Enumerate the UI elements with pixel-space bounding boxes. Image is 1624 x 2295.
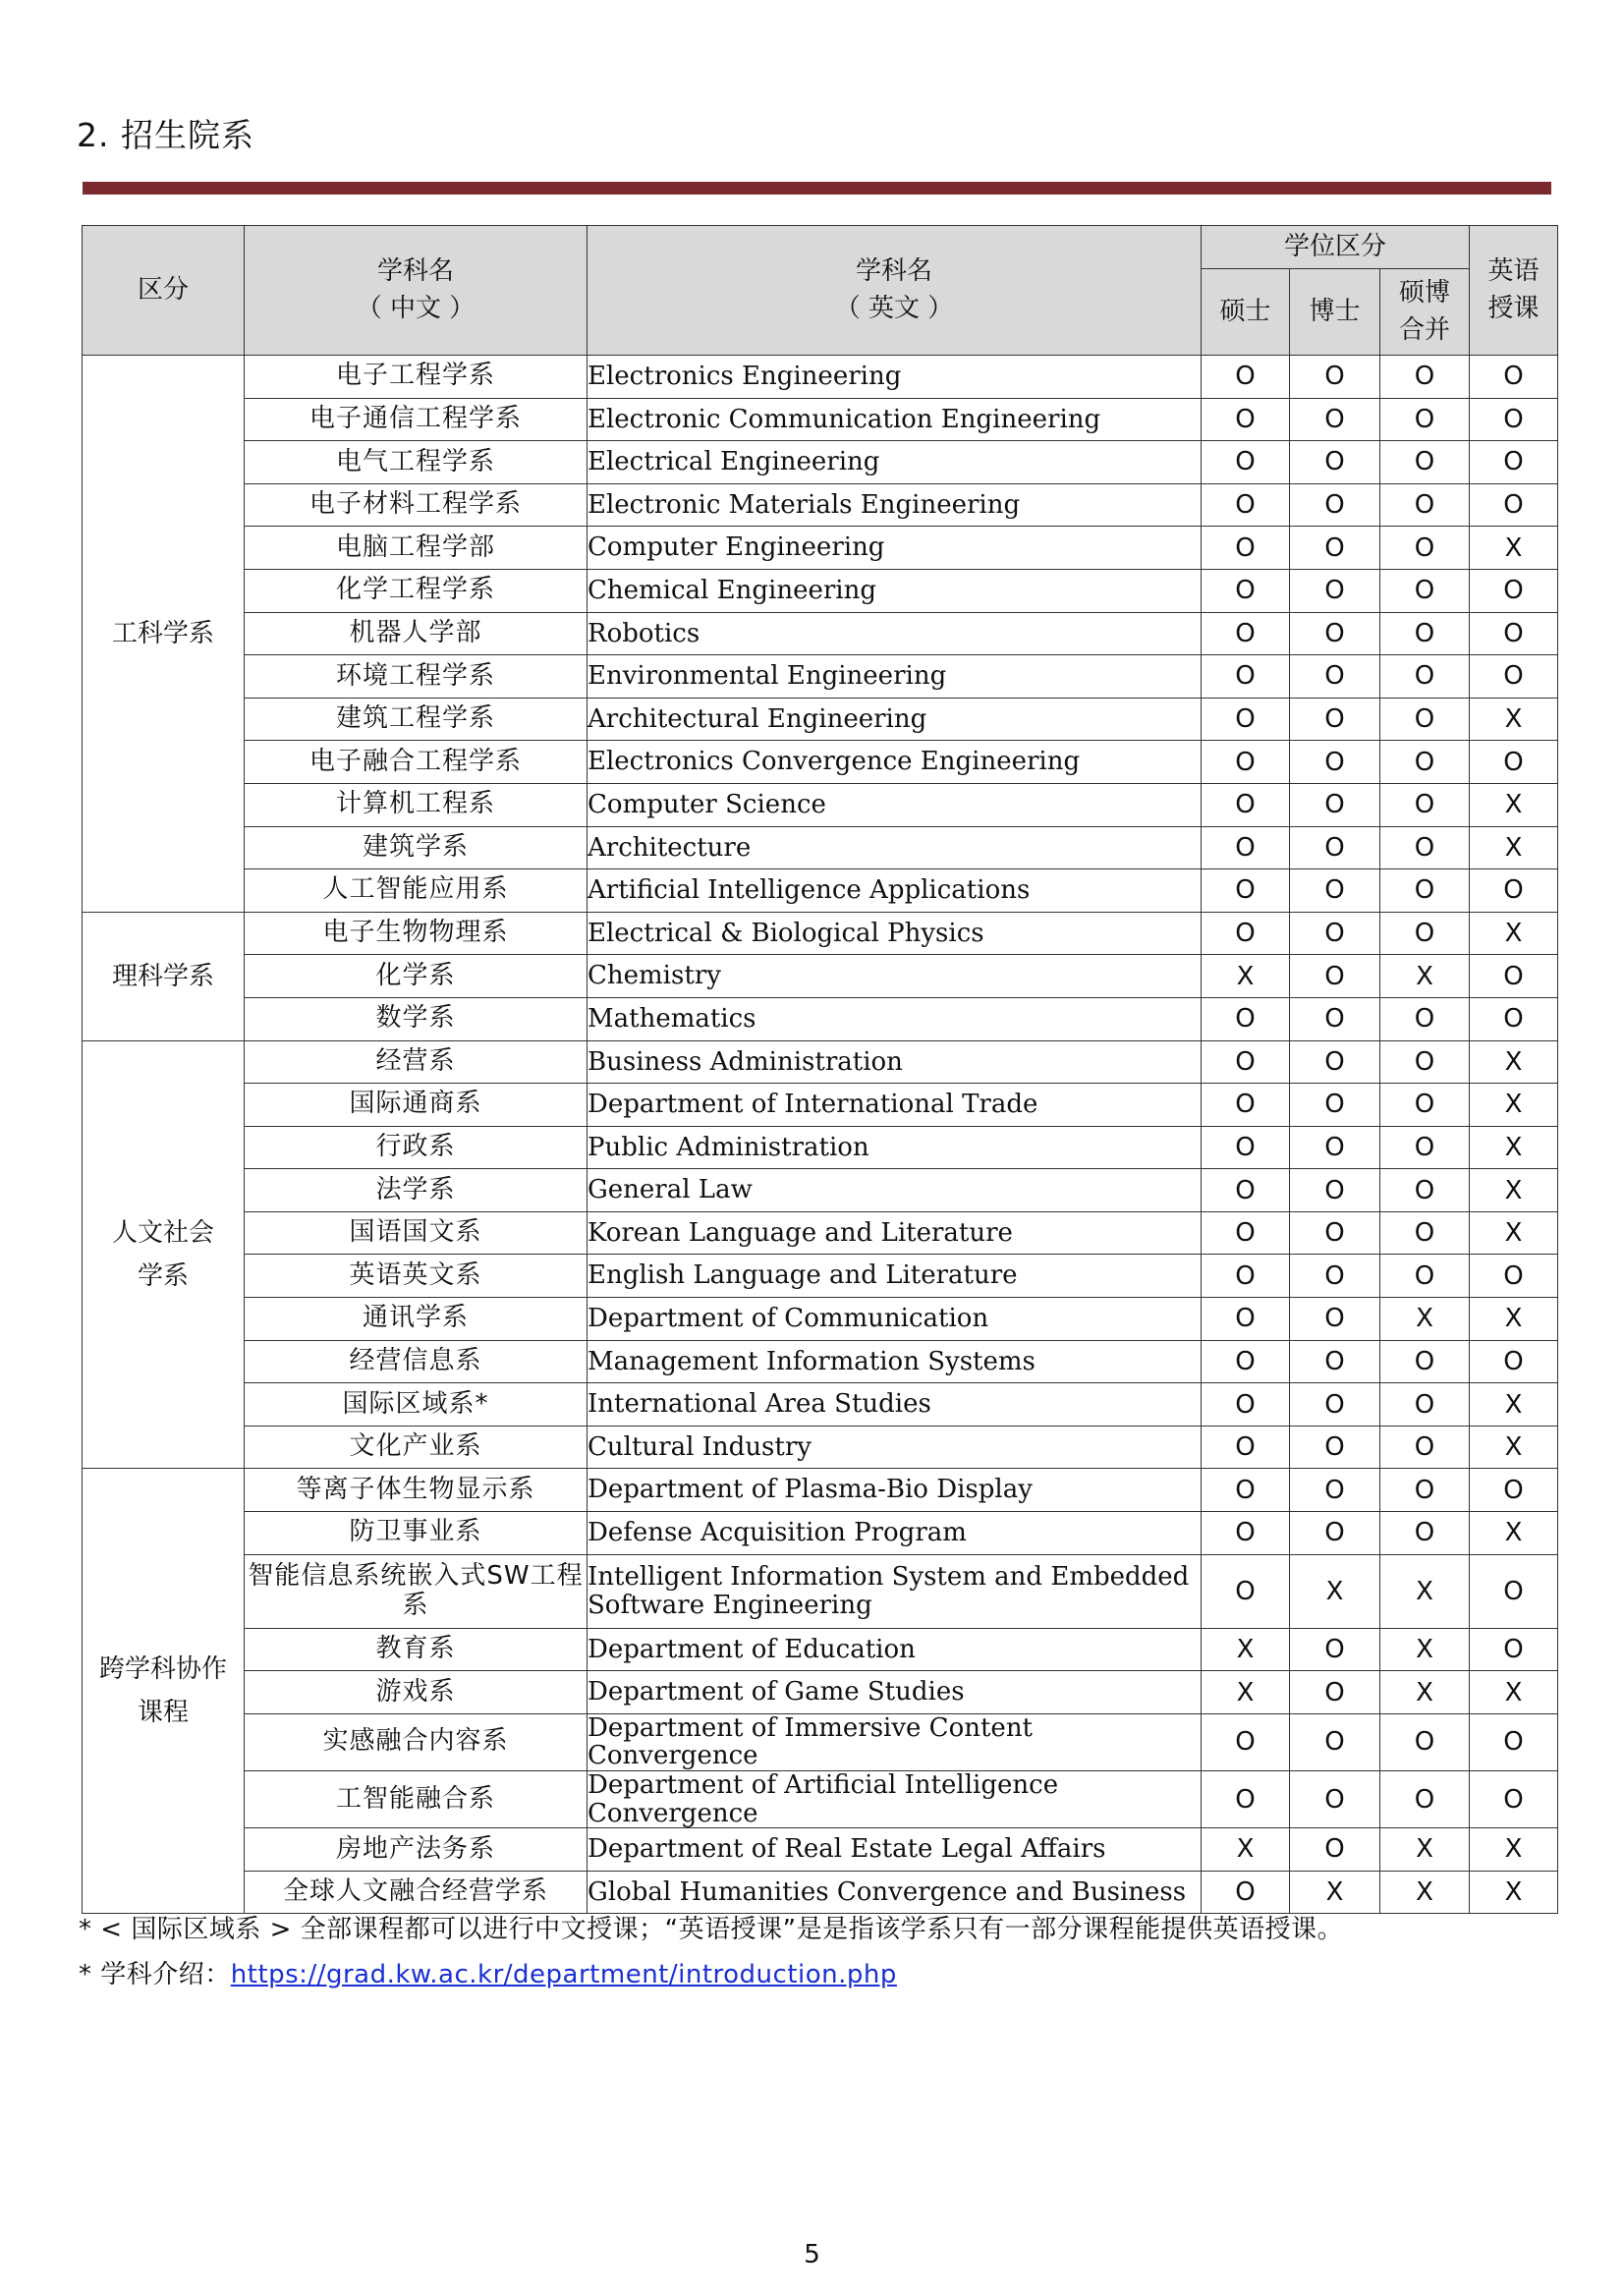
master-availability: O (1202, 1426, 1290, 1469)
department-name-cn: 行政系 (245, 1126, 588, 1169)
department-name-en: Department of Immersive Content Convergence (588, 1713, 1202, 1770)
doctor-availability: O (1290, 1211, 1380, 1255)
integrated-availability: O (1380, 398, 1470, 441)
department-name-en: Department of Education (588, 1628, 1202, 1671)
department-name-cn: 机器人学部 (245, 612, 588, 655)
group-label-line: 人文社会 (111, 1217, 214, 1248)
english-instruction: O (1470, 955, 1558, 998)
english-instruction: O (1470, 356, 1558, 399)
integrated-availability: O (1380, 1771, 1470, 1828)
department-name-en: International Area Studies (588, 1383, 1202, 1427)
department-name-cn: 文化产业系 (245, 1426, 588, 1469)
integrated-availability: O (1380, 612, 1470, 655)
master-availability: O (1202, 912, 1290, 955)
integrated-availability: O (1380, 1169, 1470, 1212)
header-name-cn-line2: （ 中文 ） (356, 293, 476, 323)
integrated-availability: O (1380, 869, 1470, 913)
header-master: 硕士 (1202, 269, 1290, 356)
department-name-cn: 电子融合工程学系 (245, 741, 588, 784)
doctor-availability: O (1290, 441, 1380, 484)
department-name-cn: 电子通信工程学系 (245, 398, 588, 441)
department-name-en: Defense Acquisition Program (588, 1512, 1202, 1555)
english-instruction: O (1470, 741, 1558, 784)
master-availability: O (1202, 1713, 1290, 1770)
footnote-department-intro (79, 1952, 1343, 1997)
department-name-cn: 化学系 (245, 955, 588, 998)
department-name-en: Computer Engineering (588, 527, 1202, 570)
table-row (83, 1713, 1558, 1770)
header-integrated (1380, 269, 1470, 356)
header-name-en-line1: 学科名 (855, 255, 932, 286)
table-row (83, 1298, 1558, 1341)
master-availability: O (1202, 569, 1290, 612)
master-availability: O (1202, 1871, 1290, 1914)
table-row (83, 1340, 1558, 1383)
department-name-en: Architectural Engineering (588, 698, 1202, 741)
table-row (83, 1426, 1558, 1469)
master-availability: O (1202, 1512, 1290, 1555)
table-row (83, 655, 1558, 699)
english-instruction: X (1470, 1084, 1558, 1127)
integrated-availability: O (1380, 527, 1470, 570)
department-name-en: Management Information Systems (588, 1340, 1202, 1383)
master-availability: X (1202, 1628, 1290, 1671)
doctor-availability: O (1290, 826, 1380, 869)
doctor-availability: O (1290, 569, 1380, 612)
table-row (83, 1771, 1558, 1828)
table-row (83, 1628, 1558, 1671)
master-availability: O (1202, 441, 1290, 484)
department-name-cn: 全球人文融合经营学系 (245, 1871, 588, 1914)
master-availability: X (1202, 1828, 1290, 1872)
doctor-availability: X (1290, 1554, 1380, 1628)
group-label-line: 学系 (137, 1260, 189, 1291)
table-row (83, 356, 1558, 399)
footnote-intro-label: * 学科介绍： (79, 1960, 231, 1989)
department-name-cn: 国际区域系* (245, 1383, 588, 1427)
doctor-availability: O (1290, 1828, 1380, 1872)
english-instruction: X (1470, 1126, 1558, 1169)
table-row (83, 1126, 1558, 1169)
table-row (83, 441, 1558, 484)
department-name-cn: 电气工程学系 (245, 441, 588, 484)
doctor-availability: O (1290, 1469, 1380, 1512)
english-instruction: O (1470, 1554, 1558, 1628)
doctor-availability: O (1290, 869, 1380, 913)
table-row (83, 1255, 1558, 1298)
english-instruction: X (1470, 1671, 1558, 1714)
table-row (83, 569, 1558, 612)
integrated-availability: O (1380, 1426, 1470, 1469)
department-name-cn: 国际通商系 (245, 1084, 588, 1127)
master-availability: O (1202, 1211, 1290, 1255)
integrated-availability: O (1380, 483, 1470, 527)
department-name-cn: 电子材料工程学系 (245, 483, 588, 527)
english-instruction: O (1470, 1340, 1558, 1383)
department-name-en: Public Administration (588, 1126, 1202, 1169)
table-row (83, 826, 1558, 869)
english-instruction: X (1470, 1512, 1558, 1555)
table-row (83, 527, 1558, 570)
english-instruction: X (1470, 1169, 1558, 1212)
integrated-availability: O (1380, 569, 1470, 612)
doctor-availability: O (1290, 527, 1380, 570)
english-instruction: X (1470, 1426, 1558, 1469)
department-name-cn: 等离子体生物显示系 (245, 1469, 588, 1512)
department-name-en: Global Humanities Convergence and Business (588, 1871, 1202, 1914)
table-row (83, 1383, 1558, 1427)
department-name-en: Department of Plasma-Bio Display (588, 1469, 1202, 1512)
header-name-en-line2: （ 英文 ） (834, 293, 954, 323)
department-name-en: Business Administration (588, 1040, 1202, 1084)
doctor-availability: O (1290, 1771, 1380, 1828)
title-divider (83, 182, 1551, 195)
doctor-availability: O (1290, 912, 1380, 955)
english-instruction: X (1470, 1298, 1558, 1341)
integrated-availability: O (1380, 655, 1470, 699)
integrated-availability: O (1380, 1255, 1470, 1298)
integrated-availability: X (1380, 1554, 1470, 1628)
department-name-cn: 通讯学系 (245, 1298, 588, 1341)
header-integrated-line2: 合并 (1399, 314, 1451, 345)
table-row (83, 1040, 1558, 1084)
group-label (83, 1040, 245, 1469)
english-instruction: O (1470, 997, 1558, 1040)
department-name-en: Mathematics (588, 997, 1202, 1040)
integrated-availability: O (1380, 1340, 1470, 1383)
master-availability: O (1202, 483, 1290, 527)
department-name-cn: 教育系 (245, 1628, 588, 1671)
master-availability: O (1202, 1126, 1290, 1169)
english-instruction: O (1470, 398, 1558, 441)
master-availability: O (1202, 1383, 1290, 1427)
department-name-cn: 经营信息系 (245, 1340, 588, 1383)
department-name-en: Department of International Trade (588, 1084, 1202, 1127)
doctor-availability: O (1290, 612, 1380, 655)
integrated-availability: O (1380, 356, 1470, 399)
doctor-availability: O (1290, 741, 1380, 784)
doctor-availability: O (1290, 1713, 1380, 1770)
department-name-cn: 游戏系 (245, 1671, 588, 1714)
department-name-en: Korean Language and Literature (588, 1211, 1202, 1255)
department-name-en: Architecture (588, 826, 1202, 869)
department-name-cn: 电脑工程学部 (245, 527, 588, 570)
page-number: 5 (804, 2240, 820, 2269)
department-name-cn: 经营系 (245, 1040, 588, 1084)
integrated-availability: X (1380, 1828, 1470, 1872)
doctor-availability: O (1290, 398, 1380, 441)
group-label-line: 课程 (137, 1698, 189, 1728)
master-availability: O (1202, 869, 1290, 913)
department-name-cn: 法学系 (245, 1169, 588, 1212)
department-name-en: Electrical Engineering (588, 441, 1202, 484)
integrated-availability: O (1380, 826, 1470, 869)
english-instruction: O (1470, 612, 1558, 655)
integrated-availability: O (1380, 1040, 1470, 1084)
english-instruction: O (1470, 869, 1558, 913)
integrated-availability: O (1380, 1383, 1470, 1427)
table-row (83, 483, 1558, 527)
group-label (83, 912, 245, 1040)
integrated-availability: O (1380, 741, 1470, 784)
department-name-en: Robotics (588, 612, 1202, 655)
header-name-cn (245, 226, 588, 356)
english-instruction: X (1470, 783, 1558, 826)
department-name-cn: 国语国文系 (245, 1211, 588, 1255)
master-availability: X (1202, 955, 1290, 998)
doctor-availability: O (1290, 655, 1380, 699)
english-instruction: O (1470, 1771, 1558, 1828)
table-row (83, 997, 1558, 1040)
doctor-availability: O (1290, 997, 1380, 1040)
master-availability: X (1202, 1671, 1290, 1714)
english-instruction: O (1470, 1469, 1558, 1512)
doctor-availability: O (1290, 1298, 1380, 1341)
department-name-en: Electronics Convergence Engineering (588, 741, 1202, 784)
master-availability: O (1202, 1340, 1290, 1383)
department-name-cn: 环境工程学系 (245, 655, 588, 699)
department-name-en: Electronics Engineering (588, 356, 1202, 399)
doctor-availability: O (1290, 1255, 1380, 1298)
header-doctor: 博士 (1290, 269, 1380, 356)
master-availability: O (1202, 1298, 1290, 1341)
master-availability: O (1202, 398, 1290, 441)
english-instruction: O (1470, 1713, 1558, 1770)
department-name-en: Electronic Communication Engineering (588, 398, 1202, 441)
group-label-line: 工科学系 (111, 618, 214, 648)
integrated-availability: O (1380, 1469, 1470, 1512)
table-row (83, 912, 1558, 955)
integrated-availability: O (1380, 912, 1470, 955)
table-row (83, 1554, 1558, 1628)
table-row (83, 1469, 1558, 1512)
header-english-line1: 英语 (1487, 255, 1540, 286)
department-name-en: Computer Science (588, 783, 1202, 826)
table-row (83, 612, 1558, 655)
department-name-cn: 数学系 (245, 997, 588, 1040)
integrated-availability: X (1380, 1671, 1470, 1714)
master-availability: O (1202, 1469, 1290, 1512)
english-instruction: X (1470, 1383, 1558, 1427)
department-name-cn: 防卫事业系 (245, 1512, 588, 1555)
english-instruction: X (1470, 1871, 1558, 1914)
department-name-cn: 建筑工程学系 (245, 698, 588, 741)
master-availability: O (1202, 612, 1290, 655)
department-name-cn: 英语英文系 (245, 1255, 588, 1298)
integrated-availability: O (1380, 698, 1470, 741)
department-name-en: Electrical & Biological Physics (588, 912, 1202, 955)
english-instruction: X (1470, 826, 1558, 869)
doctor-availability: O (1290, 483, 1380, 527)
table-row (83, 783, 1558, 826)
header-name-en (588, 226, 1202, 356)
department-introduction-link[interactable]: https://grad.kw.ac.kr/department/introduction.php (230, 1960, 897, 1989)
doctor-availability: O (1290, 1512, 1380, 1555)
doctor-availability: O (1290, 1628, 1380, 1671)
master-availability: O (1202, 826, 1290, 869)
doctor-availability: O (1290, 783, 1380, 826)
department-name-en: Cultural Industry (588, 1426, 1202, 1469)
department-name-cn: 智能信息系统嵌入式SW工程系 (245, 1554, 588, 1628)
integrated-availability: O (1380, 1211, 1470, 1255)
doctor-availability: O (1290, 698, 1380, 741)
master-availability: O (1202, 1040, 1290, 1084)
department-table (82, 225, 1558, 1914)
table-row (83, 955, 1558, 998)
english-instruction: O (1470, 569, 1558, 612)
department-name-cn: 房地产法务系 (245, 1828, 588, 1872)
table-header (83, 226, 1558, 356)
integrated-availability: O (1380, 441, 1470, 484)
department-name-en: Department of Real Estate Legal Affairs (588, 1828, 1202, 1872)
master-availability: O (1202, 741, 1290, 784)
header-degree: 学位区分 (1202, 226, 1470, 269)
department-name-en: Intelligent Information System and Embedded Software Engineering (588, 1554, 1202, 1628)
doctor-availability: O (1290, 1426, 1380, 1469)
master-availability: O (1202, 698, 1290, 741)
english-instruction: X (1470, 1211, 1558, 1255)
table-row (83, 741, 1558, 784)
header-english (1470, 226, 1558, 356)
department-name-cn: 计算机工程系 (245, 783, 588, 826)
integrated-availability: O (1380, 1126, 1470, 1169)
doctor-availability: O (1290, 1340, 1380, 1383)
department-name-en: Department of Artificial Intelligence Convergence (588, 1771, 1202, 1828)
department-name-en: Department of Communication (588, 1298, 1202, 1341)
department-name-en: Electronic Materials Engineering (588, 483, 1202, 527)
header-category: 区分 (83, 226, 245, 356)
master-availability: O (1202, 356, 1290, 399)
table-row (83, 869, 1558, 913)
group-label-line: 跨学科协作 (98, 1654, 227, 1685)
integrated-availability: O (1380, 1512, 1470, 1555)
table-row (83, 698, 1558, 741)
doctor-availability: X (1290, 1871, 1380, 1914)
footnotes (79, 1907, 1343, 1997)
integrated-availability: X (1380, 955, 1470, 998)
table-row (83, 1084, 1558, 1127)
department-name-cn: 工智能融合系 (245, 1771, 588, 1828)
department-name-cn: 建筑学系 (245, 826, 588, 869)
integrated-availability: X (1380, 1628, 1470, 1671)
table-row (83, 1828, 1558, 1872)
integrated-availability: O (1380, 997, 1470, 1040)
integrated-availability: O (1380, 1713, 1470, 1770)
master-availability: O (1202, 1084, 1290, 1127)
master-availability: O (1202, 1169, 1290, 1212)
integrated-availability: O (1380, 783, 1470, 826)
table-row (83, 1211, 1558, 1255)
english-instruction: O (1470, 441, 1558, 484)
doctor-availability: O (1290, 1383, 1380, 1427)
english-instruction: O (1470, 483, 1558, 527)
english-instruction: X (1470, 527, 1558, 570)
department-name-en: English Language and Literature (588, 1255, 1202, 1298)
department-name-cn: 实感融合内容系 (245, 1713, 588, 1770)
doctor-availability: O (1290, 356, 1380, 399)
group-label (83, 1469, 245, 1914)
footnote-chinese-instruction: * < 国际区域系 > 全部课程都可以进行中文授课；“英语授课”是是指该学系只有一部分课程能提供英语授课。 (79, 1915, 1344, 1944)
master-availability: O (1202, 527, 1290, 570)
department-name-en: Artificial Intelligence Applications (588, 869, 1202, 913)
department-name-cn: 化学工程学系 (245, 569, 588, 612)
doctor-availability: O (1290, 1084, 1380, 1127)
department-name-en: Environmental Engineering (588, 655, 1202, 699)
doctor-availability: O (1290, 955, 1380, 998)
integrated-availability: X (1380, 1298, 1470, 1341)
group-label-line: 理科学系 (111, 961, 214, 991)
group-label (83, 356, 245, 913)
department-name-en: Chemistry (588, 955, 1202, 998)
table-row (83, 1671, 1558, 1714)
department-name-en: Department of Game Studies (588, 1671, 1202, 1714)
table-row (83, 1169, 1558, 1212)
department-name-cn: 人工智能应用系 (245, 869, 588, 913)
doctor-availability: O (1290, 1169, 1380, 1212)
table-row (83, 398, 1558, 441)
integrated-availability: X (1380, 1871, 1470, 1914)
english-instruction: O (1470, 1255, 1558, 1298)
integrated-availability: O (1380, 1084, 1470, 1127)
header-integrated-line1: 硕博 (1399, 277, 1451, 308)
master-availability: O (1202, 997, 1290, 1040)
table-row (83, 1512, 1558, 1555)
doctor-availability: O (1290, 1671, 1380, 1714)
english-instruction: X (1470, 1040, 1558, 1084)
master-availability: O (1202, 655, 1290, 699)
english-instruction: O (1470, 655, 1558, 699)
english-instruction: X (1470, 698, 1558, 741)
doctor-availability: O (1290, 1040, 1380, 1084)
english-instruction: O (1470, 1628, 1558, 1671)
header-name-cn-line1: 学科名 (376, 255, 454, 286)
table-body (83, 356, 1558, 1914)
department-name-cn: 电子工程学系 (245, 356, 588, 399)
doctor-availability: O (1290, 1126, 1380, 1169)
section-title: 2. 招生院系 (77, 116, 254, 154)
department-name-cn: 电子生物物理系 (245, 912, 588, 955)
master-availability: O (1202, 1255, 1290, 1298)
master-availability: O (1202, 1771, 1290, 1828)
header-english-line2: 授课 (1487, 293, 1540, 323)
department-name-en: General Law (588, 1169, 1202, 1212)
master-availability: O (1202, 1554, 1290, 1628)
department-name-en: Chemical Engineering (588, 569, 1202, 612)
english-instruction: X (1470, 1828, 1558, 1872)
master-availability: O (1202, 783, 1290, 826)
english-instruction: X (1470, 912, 1558, 955)
